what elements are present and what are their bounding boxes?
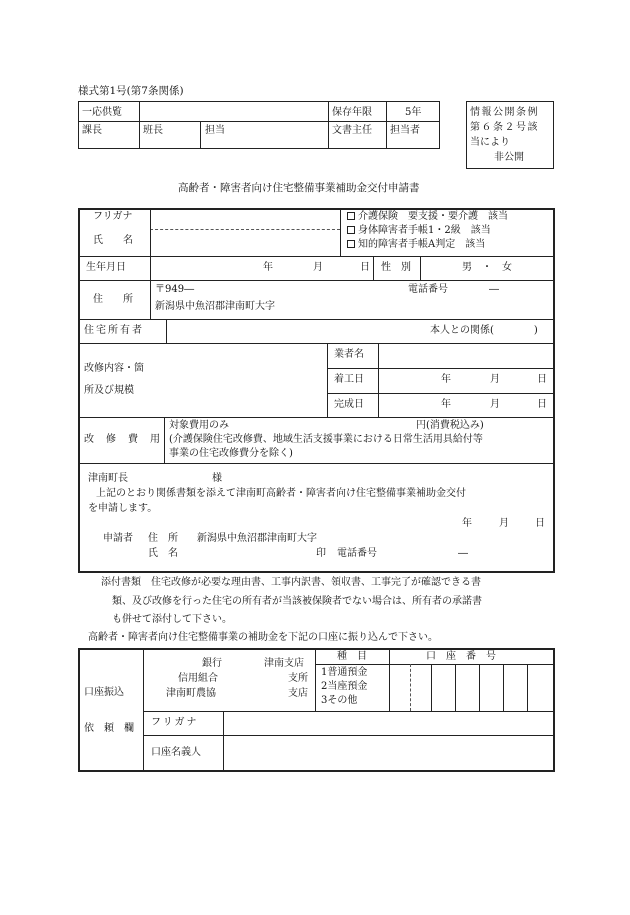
birth-year-unit: 年 [263, 262, 273, 273]
owner-label: 住宅所有者 [84, 325, 144, 336]
start-year-unit: 年 [441, 374, 451, 385]
applicant-name-label: 氏 名 [148, 548, 178, 559]
name-label: 氏 名 [93, 235, 133, 246]
start-month-unit: 月 [490, 374, 500, 385]
cost-target-only: 対象費用のみ [169, 420, 229, 431]
contractor-label: 業者名 [334, 349, 364, 360]
check-physical-disability[interactable] [347, 226, 491, 236]
completion-year-unit: 年 [441, 399, 451, 410]
sex-label: 性 別 [381, 262, 411, 273]
renovation-label-2: 所及び規模 [84, 385, 134, 396]
branch-1: 津南支店 [264, 658, 304, 669]
cost-note-1: (介護保険住宅改修費、地域生活支援事業における日常生活用具給付等 [169, 434, 483, 445]
check-intellectual-disability-label: 知的障害者手帳A判定 該当 [358, 239, 486, 250]
renovation-label-1: 改修内容・箇 [84, 363, 144, 374]
form-number: 様式第1号(第7条関係) [78, 85, 184, 97]
checkbox-icon[interactable] [347, 226, 355, 234]
birthdate-label: 生年月日 [86, 262, 126, 273]
disclosure-line2: 第６条２号該 [470, 122, 539, 133]
retention-value: 5年 [405, 107, 422, 118]
applicant-sign-label: 申請者 [103, 533, 133, 544]
transfer-note: 高齢者・障害者向け住宅整備事業の補助金を下記の口座に振り込んで下さい。 [88, 632, 438, 643]
phone-label: 電話番号 [408, 284, 448, 295]
handler-label: 担当者 [390, 125, 420, 136]
bank-type-1: 銀行 [202, 658, 222, 669]
account-type-2[interactable]: 2当座預金 [321, 681, 368, 692]
applicant-address-label: 住 所 [148, 533, 178, 544]
applicant-phone-dash: ― [458, 548, 468, 559]
in-charge-label: 担当 [205, 125, 225, 136]
attachments-line1: 添付書類 住宅改修が必要な理由書、工事内訳書、領収書、工事完了が確認できる書 [101, 577, 481, 588]
birth-day-unit: 日 [360, 262, 370, 273]
applicant-address-value: 新潟県中魚沼郡津南町大字 [197, 533, 317, 544]
bank-type-2: 信用組合 [178, 673, 218, 684]
account-type-header: 種 目 [337, 651, 367, 662]
start-date-label: 着工日 [334, 374, 364, 385]
bank-transfer-label: 口座振込 [84, 687, 124, 698]
branch-3: 支店 [288, 688, 308, 699]
cost-yen: 円(消費税込み) [416, 420, 484, 431]
branch-2: 支所 [288, 673, 308, 684]
address-value: 新潟県中魚沼郡津南町大字 [155, 301, 275, 312]
applicant-phone-label: 電話番号 [337, 548, 377, 559]
request-month-unit: 月 [499, 518, 509, 529]
account-type-3[interactable]: 3その他 [321, 695, 358, 706]
request-sama: 様 [212, 473, 222, 484]
checkbox-icon[interactable] [347, 240, 355, 248]
check-care-insurance-label: 介護保険 要支援・要介護 該当 [358, 211, 508, 222]
attachments-line2: 類、及び改修を行った住宅の所有者が当該被保険者でない場合は、所有者の承諾書 [112, 596, 482, 607]
completion-date-label: 完成日 [334, 399, 364, 410]
start-day-unit: 日 [537, 374, 547, 385]
request-addressee: 津南町長 [88, 473, 128, 484]
account-holder-label: 口座名義人 [151, 747, 201, 758]
disclosure-line4: 非公開 [494, 152, 524, 163]
birth-month-unit: 月 [313, 262, 323, 273]
check-care-insurance[interactable] [347, 212, 508, 222]
retention-label: 保存年限 [332, 107, 372, 118]
owner-relation: 本人との関係( ) [430, 325, 538, 336]
checkbox-icon[interactable] [347, 212, 355, 220]
bank-type-3: 津南町農協 [166, 688, 216, 699]
request-body-1: 上記のとおり関係書類を添えて津南町高齢者・障害者向け住宅整備事業補助金交付 [96, 488, 466, 499]
phone-dash: ― [489, 284, 499, 295]
cost-note-2: 事業の住宅改修費分を除く) [169, 448, 293, 459]
check-intellectual-disability[interactable] [347, 240, 485, 250]
request-column-label: 依 頼 欄 [84, 723, 134, 734]
seal-mark: 印 [316, 548, 326, 559]
postal-code: 〒949― [155, 284, 195, 295]
holder-furigana-label: フリガナ [151, 717, 199, 728]
account-number-header: 口 座 番 号 [426, 651, 496, 662]
attachments-line3: も併せて添付して下さい。 [112, 614, 232, 625]
doc-officer-label: 文書主任 [332, 125, 372, 136]
form-title: 高齢者・障害者向け住宅整備事業補助金交付申請書 [178, 182, 420, 194]
sex-options[interactable]: 男 ・ 女 [462, 262, 512, 273]
request-year-unit: 年 [462, 518, 472, 529]
group-chief-label: 班長 [143, 125, 163, 136]
completion-day-unit: 日 [537, 399, 547, 410]
furigana-label: フリガナ [93, 211, 133, 222]
section-chief-label: 課長 [82, 125, 102, 136]
disclosure-line1: 情報公開条例 [470, 107, 539, 118]
request-day-unit: 日 [535, 518, 545, 529]
completion-month-unit: 月 [490, 399, 500, 410]
address-label: 住 所 [93, 294, 133, 305]
circulation-label: 一応供覧 [82, 107, 122, 118]
request-body-2: を申請します。 [88, 503, 158, 514]
disclosure-line3: 当により [470, 137, 510, 148]
cost-label: 改 修 費 用 [84, 434, 161, 445]
check-physical-disability-label: 身体障害者手帳1・2級 該当 [358, 225, 491, 236]
account-type-1[interactable]: 1普通預金 [321, 667, 368, 678]
